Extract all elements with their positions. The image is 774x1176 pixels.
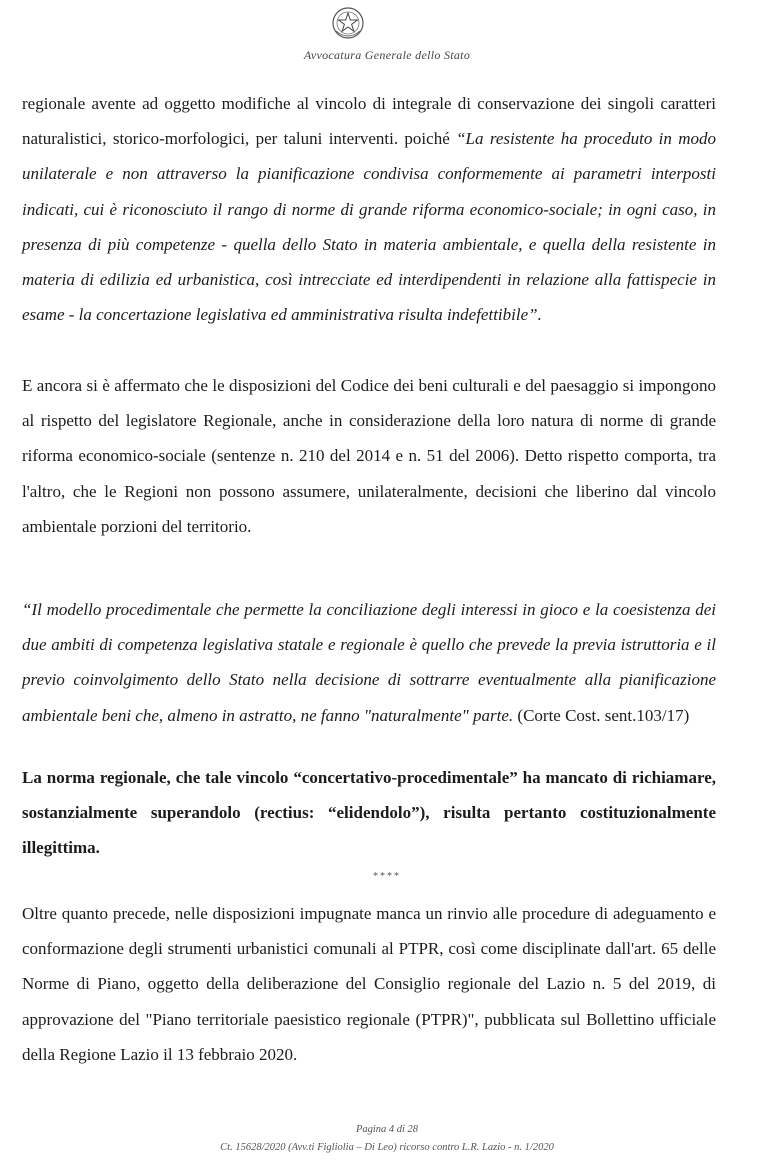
paragraph-3 xyxy=(22,592,716,733)
paragraph-1-quote: “La resistente ha proceduto in modo unilaterale e non attraverso la pianificazione condivisa conformemente ai parametri interposti indicati, cui è riconosciuto il rango di norme di grande riforma economico-sociale; in ogni caso, in presenza di più competenze - quella dello Stato in materia ambientale, e quella della resistente in materia di edilizia ed urbanistica, così intrecciate ed interdipendenti in relazione alla fattispecie in esame - la concertazione legislativa ed amministrativa risulta indefettibile”. xyxy=(22,129,716,325)
document-reference: Ct. 15628/2020 (Avv.ti Figliolia – Di Leo) ricorso contro L.R. Lazio - n. 1/2020 xyxy=(220,1142,554,1153)
section-separator: **** xyxy=(373,871,401,882)
paragraph-4-conclusion: La norma regionale, che tale vincolo “concertativo-procedimentale” ha mancato di richiamare, sostanzialmente superandolo (rectius: “elidendolo”), risulta pertanto costituzionalmente illegittima. xyxy=(22,768,716,858)
paragraph-5: Oltre quanto precede, nelle disposizioni impugnate manca un rinvio alle procedure di adeguamento e conformazione degli strumenti urbanistici comunali al PTPR, così come disciplinate dall'art. 65 delle Norme di Piano, oggetto della deliberazione del Consiglio regionale del Lazio n. 5 del 2019, di approvazione del "Piano territoriale paesistico regionale (PTPR)", pubblicata sul Bollettino ufficiale della Regione Lazio il 13 febbraio 2020. xyxy=(22,904,716,1064)
court-quote: “Il modello procedimentale che permette la conciliazione degli interessi in gioco e la coesistenza dei due ambiti di competenza legislativa statale e regionale è quello che prevede la previa istruttoria e il previo coinvolgimento dello Stato nella decisione di sottrarre eventualmente alla pianificazione ambientale beni che, almeno in astratto, ne fanno "naturalmente" parte. xyxy=(22,600,716,725)
italian-republic-emblem-icon xyxy=(330,5,366,41)
page-number: Pagina 4 di 28 xyxy=(355,1124,419,1135)
paragraph-2: E ancora si è affermato che le disposizioni del Codice dei beni culturali e del paesaggio si impongono al rispetto del legislatore Regionale, anche in considerazione della loro natura di norme di grande riforma economico-sociale (sentenze n. 210 del 2014 e n. 51 del 2006). Detto rispetto comporta, tra l'altro, che le Regioni non possono assumere, unilateralmente, decisioni che liberino dal vincolo ambientale porzioni del territorio. xyxy=(22,376,716,536)
paragraph-1 xyxy=(22,86,716,332)
paragraph-1-text: regionale avente ad oggetto modifiche al vincolo di integrale di conservazione dei singoli caratteri naturalistici, storico-morfologici, per taluni interventi. poiché xyxy=(22,94,716,149)
office-header: Avvocatura Generale dello Stato xyxy=(303,48,471,62)
court-citation: (Corte Cost. sent.103/17) xyxy=(513,705,690,725)
